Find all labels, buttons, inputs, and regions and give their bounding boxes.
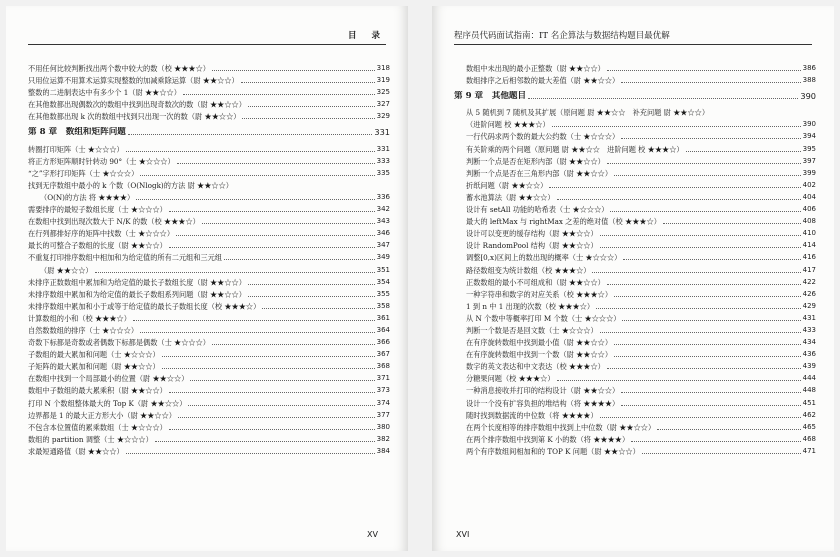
dot-leader — [663, 223, 801, 224]
dot-leader — [212, 344, 375, 345]
toc-entry-title: 未排序正数数组中累加和为给定值的最长子数组长度（尉 ★★☆☆） — [28, 277, 246, 287]
dot-leader — [169, 247, 375, 248]
dot-leader — [162, 368, 375, 369]
toc-entry-title: 在两个长度相等的排序数组中找到上中位数（尉 ★★☆☆） — [466, 422, 656, 432]
toc-entry — [28, 142, 390, 154]
dot-leader — [248, 296, 375, 297]
toc-page-number: 390 — [802, 120, 816, 129]
toc-page-number: 347 — [376, 241, 390, 250]
toc-entry — [28, 384, 390, 396]
dot-leader — [552, 126, 801, 127]
toc-entry-title: 不包含本位置值的累乘数组（士 ★☆☆☆） — [28, 422, 167, 432]
toc-page-number: 342 — [376, 205, 390, 214]
toc-entry — [454, 263, 816, 275]
toc-entry — [28, 74, 390, 86]
toc-entry-title: 判断一个数是否是回文数（士 ★☆☆☆） — [466, 325, 598, 335]
dot-leader — [155, 441, 375, 442]
dot-leader — [607, 70, 801, 71]
dot-leader — [126, 453, 375, 454]
toc-entry — [454, 445, 816, 457]
dot-leader — [241, 82, 375, 83]
toc-entry-title: 求最短通路值（尉 ★★☆☆） — [28, 446, 124, 456]
toc-entry-title: 数组的 partition 调整（士 ★☆☆☆） — [28, 434, 153, 444]
toc-entry — [28, 421, 390, 433]
dot-leader — [262, 308, 374, 309]
toc-entry — [454, 167, 816, 179]
toc-entry — [28, 155, 390, 167]
running-head: 程序员代码面试指南：IT 名企算法与数据结构题目最优解 — [454, 30, 812, 45]
toc-entry-title: 随时找到数据流的中位数（将 ★★★★） — [466, 410, 598, 420]
toc-entry — [454, 74, 816, 86]
toc-entry-title: 有关阶乘的两个问题（原问题 尉 ★★☆☆ 进阶问题 校 ★★★☆） — [466, 144, 684, 154]
toc-entry-title: 1 到 n 中 1 出现的次数（校 ★★★☆） — [466, 301, 595, 311]
toc-entry-title: 边界都是 1 的最大正方形大小（尉 ★★☆☆） — [28, 410, 176, 420]
toc-page-number: 384 — [376, 446, 390, 455]
toc-page-number: 429 — [802, 301, 816, 310]
toc-page-number: 382 — [376, 434, 390, 443]
dot-leader — [248, 284, 375, 285]
toc-entry-title: 整数的二进制表达中有多少个 1（尉 ★★☆☆） — [28, 88, 181, 98]
dot-leader — [621, 392, 800, 393]
dot-leader — [177, 163, 375, 164]
toc-page-number: 358 — [376, 301, 390, 310]
toc-entry — [454, 396, 816, 408]
chapter-title: 第 9 章 其他题目 — [454, 90, 527, 101]
dot-leader — [169, 429, 375, 430]
dot-leader — [248, 106, 375, 107]
toc-entry-title: 在两个排序数组中找到第 K 小的数（将 ★★★★） — [466, 434, 630, 444]
toc-entry — [28, 288, 390, 300]
dot-leader — [190, 380, 374, 381]
toc-entry — [454, 118, 816, 130]
toc-entry-title: 数字的英文表达和中文表达（校 ★★★☆） — [466, 362, 605, 372]
toc-entry-title: 从 N 个数中等概率打印 M 个数（士 ★☆☆☆） — [466, 313, 621, 323]
toc-entry-title: 子数组的最大累加和问题（士 ★☆☆☆） — [28, 350, 160, 360]
running-head: 目 录 — [28, 30, 386, 45]
toc-entry — [454, 421, 816, 433]
toc-page-number: 410 — [802, 229, 816, 238]
toc-entry-title: 设计一个没有扩容负担的堆结构（将 ★★★★） — [466, 398, 620, 408]
page-number: XV — [367, 530, 378, 539]
toc-page-number: 319 — [376, 76, 390, 85]
toc-entry — [454, 227, 816, 239]
toc-entry-title: 数组中未出现的最小正整数（尉 ★★☆☆） — [466, 64, 605, 74]
dot-leader — [202, 223, 375, 224]
toc-entry — [454, 360, 816, 372]
chapter-heading — [28, 122, 390, 142]
toc-entry — [454, 288, 816, 300]
toc-entry — [28, 396, 390, 408]
toc-page-number: 408 — [802, 217, 816, 226]
toc-entry — [28, 251, 390, 263]
dot-leader — [614, 344, 801, 345]
toc-page-number: 327 — [376, 100, 390, 109]
toc-entry-title: 设计 RandomPool 结构（尉 ★★☆☆） — [466, 241, 598, 251]
toc-entry-title: 判断一个点是否在矩形内部（尉 ★★☆☆） — [466, 156, 605, 166]
dot-leader — [600, 247, 801, 248]
toc-list — [28, 62, 390, 457]
toc-page-number: 439 — [802, 362, 816, 371]
toc-entry-title: 设计有 setAll 功能的哈希表（士 ★☆☆☆） — [466, 205, 609, 215]
toc-entry — [28, 191, 390, 203]
toc-entry — [28, 263, 390, 275]
toc-entry — [454, 324, 816, 336]
toc-page-number: 399 — [802, 168, 816, 177]
toc-entry — [28, 312, 390, 324]
toc-page-number: 329 — [376, 112, 390, 121]
toc-page-number: 468 — [802, 434, 816, 443]
dot-leader — [224, 259, 375, 260]
dot-leader — [596, 308, 801, 309]
toc-entry — [28, 348, 390, 360]
toc-page-number: 354 — [376, 277, 390, 286]
dot-leader — [607, 368, 801, 369]
toc-entry — [454, 384, 816, 396]
dot-leader — [614, 356, 801, 357]
toc-entry — [28, 239, 390, 251]
toc-entry — [454, 62, 816, 74]
toc-entry — [28, 372, 390, 384]
toc-entry-title: 从 5 随机到 7 随机及其扩展（原问题 尉 ★★☆☆ 补充问题 尉 ★★☆☆） — [466, 108, 710, 118]
toc-page-number: 351 — [376, 265, 390, 274]
toc-entry-title: 转圈打印矩阵（士 ★☆☆☆） — [28, 144, 124, 154]
dot-leader — [557, 380, 801, 381]
toc-page-number: 394 — [802, 132, 816, 141]
toc-page-number: 451 — [802, 398, 816, 407]
dot-leader — [528, 98, 798, 99]
toc-page-number: 395 — [802, 144, 816, 153]
toc-page-number: 404 — [802, 192, 816, 201]
toc-page-number: 414 — [802, 241, 816, 250]
toc-entry — [28, 409, 390, 421]
right-page — [432, 6, 834, 551]
dot-leader — [242, 118, 374, 119]
toc-entry-title: 最大的 leftMax 与 rightMax 之差的绝对值（校 ★★★☆） — [466, 217, 661, 227]
toc-page-number: 368 — [376, 362, 390, 371]
toc-page-number: 422 — [802, 277, 816, 286]
dot-leader — [607, 284, 801, 285]
toc-page-number: 397 — [802, 156, 816, 165]
left-page — [6, 6, 408, 551]
toc-page-number: 349 — [376, 253, 390, 262]
dot-leader — [126, 151, 375, 152]
dot-leader — [169, 211, 375, 212]
toc-entry — [454, 276, 816, 288]
toc-page-number: 465 — [802, 422, 816, 431]
toc-entry-title: 在其他数都出现偶数次的数组中找到出现奇数次的数（尉 ★★☆☆） — [28, 100, 246, 110]
toc-page-number: 331 — [376, 144, 390, 153]
toc-entry-title: 分糖果问题（校 ★★★☆） — [466, 374, 555, 384]
toc-entry — [454, 215, 816, 227]
dot-leader — [133, 320, 375, 321]
toc-page-number: 386 — [802, 64, 816, 73]
toc-entry — [454, 433, 816, 445]
toc-page-number: 406 — [802, 205, 816, 214]
toc-entry-title: 不重复打印排序数组中相加和为给定值的所有二元组和三元组 — [28, 253, 223, 263]
toc-page-number: 335 — [376, 168, 390, 177]
chapter-title: 第 8 章 数组和矩阵问题 — [28, 126, 126, 137]
toc-entry-title: 判断一个点是否在三角形内部（尉 ★★☆☆） — [466, 168, 613, 178]
toc-page-number: 402 — [802, 180, 816, 189]
toc-entry — [454, 191, 816, 203]
toc-entry-title: 在其他数都出现 k 次的数组中找到只出现一次的数（尉 ★★☆☆） — [28, 112, 241, 122]
toc-page-number: 367 — [376, 350, 390, 359]
dot-leader — [631, 441, 800, 442]
toc-entry-title: 一种消息接收并打印的结构设计（尉 ★★☆☆） — [466, 386, 620, 396]
dot-leader — [140, 175, 374, 176]
toc-page-number: 377 — [376, 410, 390, 419]
toc-entry — [28, 167, 390, 179]
dot-leader — [162, 356, 375, 357]
dot-leader — [600, 417, 801, 418]
toc-entry — [28, 215, 390, 227]
toc-entry — [28, 300, 390, 312]
dot-leader — [188, 405, 374, 406]
toc-page-number: 388 — [802, 76, 816, 85]
toc-page-number: 336 — [376, 192, 390, 201]
toc-entry-title: 数组中子数组的最大累乘积（尉 ★★☆☆） — [28, 386, 167, 396]
toc-entry — [454, 300, 816, 312]
toc-list — [454, 62, 816, 457]
toc-entry-title: （O(N)的方法 将 ★★★★） — [40, 192, 135, 202]
toc-entry — [454, 106, 816, 118]
toc-page-number: 462 — [802, 410, 816, 419]
dot-leader — [623, 259, 800, 260]
dot-leader — [128, 134, 372, 135]
toc-page-number: 343 — [376, 217, 390, 226]
toc-entry-title: 在有序旋转数组中找到一个数（尉 ★★☆☆） — [466, 350, 613, 360]
toc-page-number: 380 — [376, 422, 390, 431]
toc-entry-title: 将正方形矩阵顺时针转动 90°（士 ★☆☆☆） — [28, 156, 175, 166]
toc-entry-title: 未排序数组中累加和为给定值的最长子数组系列问题（尉 ★★☆☆） — [28, 289, 246, 299]
toc-entry — [28, 445, 390, 457]
dot-leader — [610, 211, 800, 212]
dot-leader — [642, 453, 801, 454]
dot-leader — [621, 82, 800, 83]
toc-entry — [454, 179, 816, 191]
dot-leader — [686, 151, 801, 152]
toc-entry-title: 一种字符串和数字的对应关系（校 ★★★☆） — [466, 289, 613, 299]
toc-entry — [454, 409, 816, 421]
dot-leader — [136, 199, 374, 200]
toc-entry — [28, 360, 390, 372]
toc-page-number: 331 — [374, 126, 390, 137]
toc-entry-title: 在数组中找到一个局部最小的位置（尉 ★★☆☆） — [28, 374, 189, 384]
toc-page-number: 318 — [376, 64, 390, 73]
toc-entry-title: 蓄水池算法（尉 ★★☆☆） — [466, 192, 555, 202]
toc-page-number: 333 — [376, 156, 390, 165]
toc-entry-title: 路径数组变为统计数组（校 ★★★☆） — [466, 265, 591, 275]
toc-page-number: 436 — [802, 350, 816, 359]
toc-page-number: 444 — [802, 374, 816, 383]
dot-leader — [600, 235, 801, 236]
dot-leader — [169, 392, 375, 393]
toc-entry-title: 未排序数组中累加和小于或等于给定值的最长子数组长度（校 ★★★☆） — [28, 301, 261, 311]
toc-entry-title: 调整[0,x)区间上的数出现的概率（士 ★☆☆☆） — [466, 253, 622, 263]
dot-leader — [622, 320, 800, 321]
dot-leader — [614, 296, 801, 297]
toc-entry-title: 在有序旋转数组中找到最小值（尉 ★★☆☆） — [466, 338, 613, 348]
dot-leader — [95, 272, 375, 273]
toc-page-number: 374 — [376, 398, 390, 407]
toc-entry — [454, 251, 816, 263]
dot-leader — [178, 417, 375, 418]
toc-page-number: 426 — [802, 289, 816, 298]
toc-page-number: 433 — [802, 325, 816, 334]
toc-entry-title: （尉 ★★☆☆） — [40, 265, 93, 275]
toc-entry — [454, 336, 816, 348]
toc-entry-title: 奇数下标都是奇数或者偶数下标都是偶数（士 ★☆☆☆） — [28, 338, 210, 348]
dot-leader — [592, 272, 800, 273]
toc-entry-title: 正数数组的最小不可组成和（尉 ★★☆☆） — [466, 277, 605, 287]
toc-entry — [28, 86, 390, 98]
toc-page-number: 371 — [376, 374, 390, 383]
toc-entry — [454, 348, 816, 360]
dot-leader — [183, 94, 375, 95]
toc-entry-title: 自然数数组的排序（士 ★☆☆☆） — [28, 325, 139, 335]
toc-entry — [454, 142, 816, 154]
toc-entry — [454, 372, 816, 384]
dot-leader — [600, 332, 801, 333]
chapter-heading — [454, 86, 816, 106]
toc-entry-title: 一行代码求两个数的最大公约数（士 ★☆☆☆） — [466, 132, 620, 142]
toc-entry — [28, 110, 390, 122]
toc-entry-title: 设计可以变更的缓存结构（尉 ★★☆☆） — [466, 229, 598, 239]
toc-entry-title: 只用位运算不用算术运算实现整数的加减乘除运算（尉 ★★☆☆） — [28, 76, 239, 86]
toc-entry-title: 找到无序数组中最小的 k 个数（O(Nlogk)的方法 尉 ★★☆☆） — [28, 180, 233, 190]
toc-page-number: 390 — [800, 90, 816, 101]
dot-leader — [614, 175, 801, 176]
dot-leader — [557, 199, 801, 200]
toc-entry-title: 计算数组的小和（校 ★★★☆） — [28, 313, 131, 323]
toc-entry — [454, 312, 816, 324]
toc-entry — [454, 203, 816, 215]
toc-entry-title: 两个有序数组间相加和的 TOP K 问题（尉 ★★☆☆） — [466, 446, 640, 456]
toc-entry — [28, 203, 390, 215]
dot-leader — [657, 429, 800, 430]
toc-page-number: 355 — [376, 289, 390, 298]
toc-entry-title: 折纸问题（尉 ★★☆☆） — [466, 180, 548, 190]
toc-page-number: 448 — [802, 386, 816, 395]
dot-leader — [621, 405, 800, 406]
toc-entry — [28, 62, 390, 74]
toc-entry — [28, 324, 390, 336]
toc-entry — [28, 227, 390, 239]
dot-leader — [549, 187, 800, 188]
toc-entry-title: 子矩阵的最大累加和问题（尉 ★★☆☆） — [28, 362, 160, 372]
toc-entry-title: 数组排序之后相邻数的最大差值（尉 ★★☆☆） — [466, 76, 620, 86]
toc-entry — [454, 130, 816, 142]
toc-entry-title: 最长的可整合子数组的长度（尉 ★★☆☆） — [28, 241, 167, 251]
dot-leader — [212, 70, 375, 71]
dot-leader — [607, 163, 801, 164]
toc-page-number: 373 — [376, 386, 390, 395]
toc-entry — [28, 98, 390, 110]
toc-page-number: 431 — [802, 313, 816, 322]
toc-entry — [28, 179, 390, 191]
toc-entry-title: 在行列都排好序的矩阵中找数（士 ★☆☆☆） — [28, 229, 175, 239]
toc-page-number: 366 — [376, 338, 390, 347]
toc-page-number: 434 — [802, 338, 816, 347]
toc-page-number: 346 — [376, 229, 390, 238]
toc-entry — [28, 433, 390, 445]
toc-entry-title: “之”字形打印矩阵（士 ★☆☆☆） — [28, 168, 139, 178]
dot-leader — [621, 138, 800, 139]
toc-page-number: 361 — [376, 313, 390, 322]
toc-entry — [454, 239, 816, 251]
toc-page-number: 417 — [802, 265, 816, 274]
toc-entry-title: 打印 N 个数组整体最大的 Top K（尉 ★★☆☆） — [28, 398, 187, 408]
page-number: XVI — [456, 530, 470, 539]
toc-entry — [28, 336, 390, 348]
toc-page-number: 416 — [802, 253, 816, 262]
toc-page-number: 325 — [376, 88, 390, 97]
toc-entry-title: 不用任何比较判断找出两个数中较大的数（校 ★★★☆） — [28, 64, 210, 74]
toc-entry-title: （进阶问题 校 ★★★☆） — [466, 120, 550, 130]
toc-entry-title: 在数组中找到出现次数大于 N/K 的数（校 ★★★☆） — [28, 217, 200, 227]
dot-leader — [140, 332, 375, 333]
toc-page-number: 364 — [376, 325, 390, 334]
toc-page-number: 471 — [802, 446, 816, 455]
dot-leader — [176, 235, 375, 236]
toc-entry — [28, 276, 390, 288]
toc-entry-title: 需要排序的最短子数组长度（士 ★☆☆☆） — [28, 205, 167, 215]
toc-entry — [454, 155, 816, 167]
